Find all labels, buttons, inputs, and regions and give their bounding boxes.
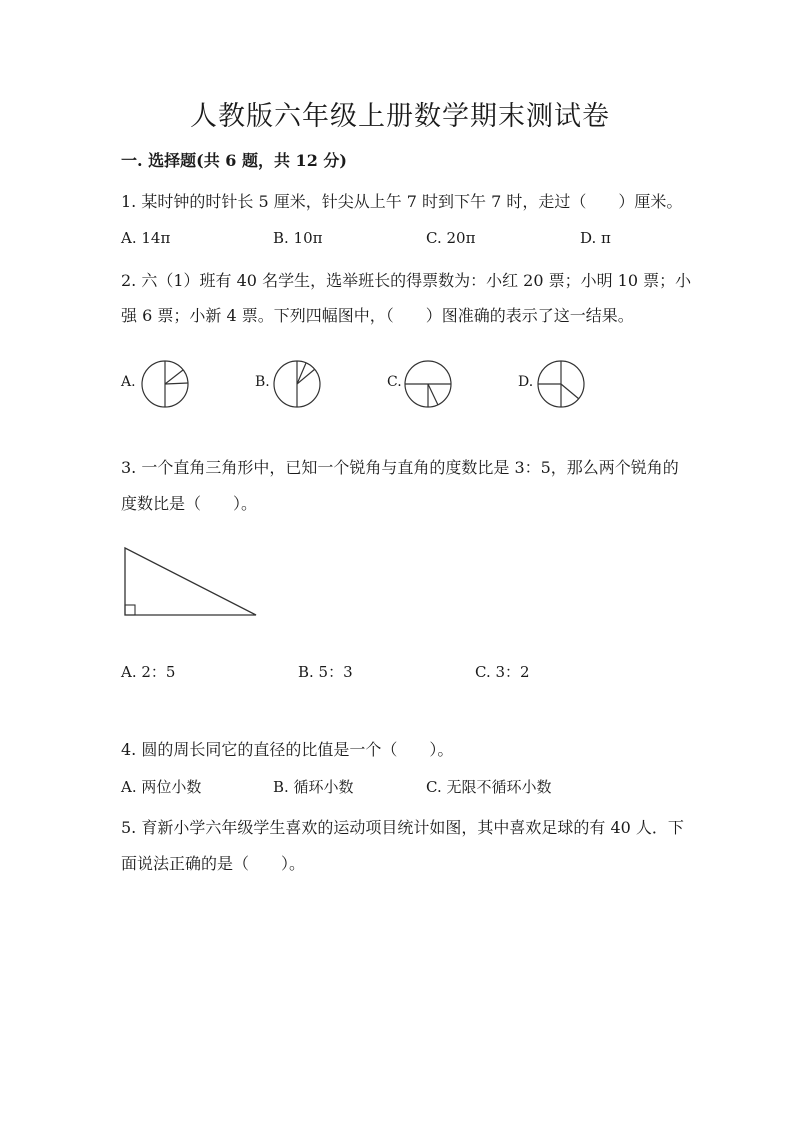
question-3-option-b[interactable]: B. 5：3 [298,663,353,681]
right-triangle-figure [120,545,260,619]
question-1-option-c[interactable]: C. 20π [426,229,476,247]
question-5-text-line1: 5. 育新小学六年级学生喜欢的运动项目统计如图，其中喜欢足球的有 40 人．下 [121,818,684,837]
question-3-option-c[interactable]: C. 3：2 [475,663,530,681]
question-3-text-line1: 3. 一个直角三角形中，已知一个锐角与直角的度数比是 3：5，那么两个锐角的 [121,458,679,477]
question-1-option-b[interactable]: B. 10π [273,229,323,247]
question-5-text-line2: 面说法正确的是（ ）。 [121,854,306,873]
question-3-option-a[interactable]: A. 2：5 [121,663,176,681]
section-heading: 一. 选择题(共 6 题，共 12 分) [121,151,347,170]
question-2-text-line1: 2. 六（1）班有 40 名学生，选举班长的得票数为：小红 20 票；小明 10 票；小 [121,271,692,290]
pie-chart-b [271,359,323,411]
question-2-option-a[interactable]: A. [121,374,136,390]
question-2-option-b[interactable]: B. [255,374,270,390]
question-4-text: 4. 圆的周长同它的直径的比值是一个（ ）。 [121,740,454,759]
question-1-text: 1. 某时钟的时针长 5 厘米，针尖从上午 7 时到下午 7 时，走过（ ）厘米。 [121,192,683,211]
question-2-option-c[interactable]: C. [387,374,402,390]
question-2-text-line2: 强 6 票；小新 4 票。下列四幅图中，（ ）图准确的表示了这一结果。 [121,306,634,325]
question-4-option-a[interactable]: A. 两位小数 [121,778,202,796]
question-3-text-line2: 度数比是（ ）。 [121,494,258,513]
question-2-option-d[interactable]: D. [518,374,534,390]
pie-chart-a [139,359,191,411]
question-1-option-d[interactable]: D. π [580,229,611,247]
question-4-option-b[interactable]: B. 循环小数 [273,778,354,796]
pie-chart-c [402,359,454,411]
pie-chart-d [535,359,587,411]
question-4-option-c[interactable]: C. 无限不循环小数 [426,778,552,796]
question-1-option-a[interactable]: A. 14π [121,229,171,247]
page-title: 人教版六年级上册数学期末测试卷 [190,101,610,132]
